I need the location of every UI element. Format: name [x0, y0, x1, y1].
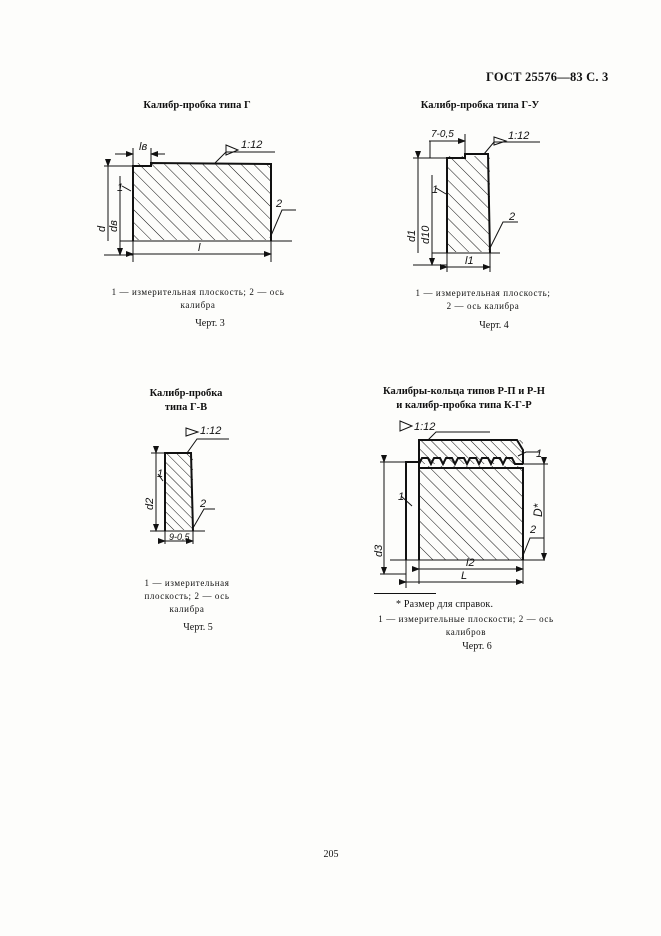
document-header: ГОСТ 25576—83 С. 3 [486, 70, 609, 84]
fig5-dim-d2: d2 [144, 497, 156, 510]
fig5-dim-w: 9-0,5 [169, 532, 190, 542]
fig6-dim-l2: l2 [466, 557, 475, 569]
fig4-caption: 1 — измерительная плоскость; 2 — ось калибра [415, 288, 551, 311]
fig4-num-1: 1 [432, 184, 439, 196]
fig5-num-2: 2 [200, 498, 207, 510]
fig4-dim-step: 7-0,5 [431, 129, 454, 140]
fig3-title: Калибр-пробка типа Г [143, 100, 251, 111]
fig6-dim-d3: d3 [373, 544, 385, 557]
fig3-dim-taper: 1:12 [241, 139, 263, 151]
fig3-num-1: 1 [117, 182, 124, 194]
fig5-title: Калибр-пробка типа Г-В [149, 388, 223, 413]
fig3-dim-l: l [198, 242, 201, 254]
fig3-caption: 1 — измерительная плоскость; 2 — ось калибра [111, 287, 285, 310]
fig5-caption: 1 — измерительная плоскость; 2 — ось калибра [144, 578, 230, 614]
fig6-label: Черт. 6 [462, 641, 492, 652]
fig5-dim-taper: 1:12 [200, 425, 222, 437]
fig3-label: Черт. 3 [195, 318, 225, 329]
fig4-num-2: 2 [509, 211, 516, 223]
fig4-dim-d10: d10 [420, 225, 432, 244]
fig6-num-2: 2 [530, 524, 537, 536]
fig6-title: Калибры-кольца типов Р-П и Р-Н и калибр-пробка типа К-Г-Р [383, 386, 545, 411]
footnote-rule [374, 593, 436, 594]
fig6-caption: 1 — измерительные плоскости; 2 — ось калибров [378, 614, 554, 637]
fig4-dim-d1: d1 [406, 229, 418, 242]
fig3-dim-lb: lв [139, 141, 148, 153]
fig6-num-1-top: 1 [536, 448, 543, 460]
fig5-num-1: 1 [157, 468, 164, 480]
fig4-dim-taper: 1:12 [508, 130, 530, 142]
fig4-title: Калибр-пробка типа Г-У [420, 100, 540, 111]
fig3-dim-db: dв [108, 220, 120, 232]
fig6-footnote: * Размер для справок. [396, 599, 494, 610]
fig6-num-1-left: 1 [398, 491, 405, 503]
fig6-dim-D: D* [531, 503, 545, 517]
fig4-dim-l1: l1 [465, 255, 474, 267]
fig6-dim-taper: 1:12 [414, 421, 436, 433]
fig3-num-2: 2 [276, 198, 283, 210]
page-number: 205 [323, 849, 339, 860]
fig6-dim-L: L [461, 570, 468, 582]
fig5-label: Черт. 5 [183, 622, 213, 633]
fig4-label: Черт. 4 [479, 320, 509, 331]
fig3-dim-d: d [96, 225, 108, 232]
